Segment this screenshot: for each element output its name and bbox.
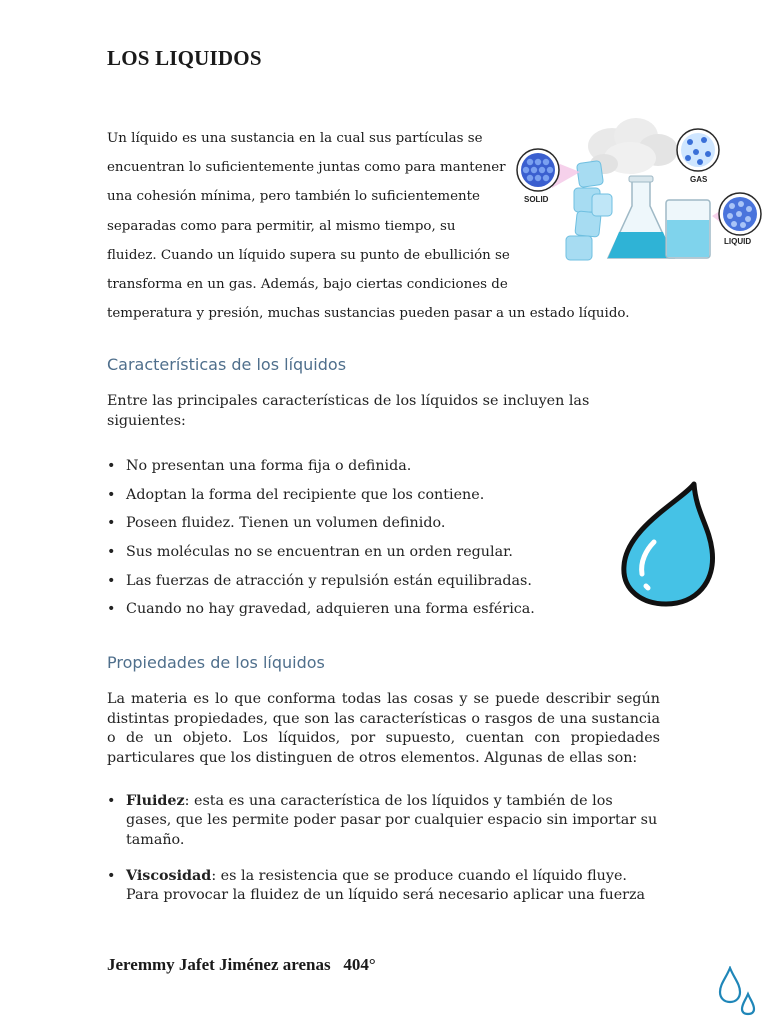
list-item bbox=[107, 792, 660, 850]
intro-line: encuentran lo suficientemente juntas como para mantener bbox=[107, 160, 506, 176]
states-of-matter-illustration bbox=[512, 108, 762, 268]
gas-molecule-icon bbox=[677, 129, 719, 171]
properties-paragraph: La materia es lo que conforma todas las cosas y se puede describir según distintas propiedades, que son las características o rasgos de una sustancia o de un objeto. Los líquidos, por supuesto, cuentan con propiedades particulares que los distinguen de otros elementos. Algunas de ellas son: bbox=[107, 691, 660, 766]
list-item: • Las fuerzas de atracción y repulsión están equilibradas. bbox=[107, 570, 535, 599]
solid-molecule-icon bbox=[517, 149, 580, 191]
liquid-molecule-icon bbox=[712, 193, 761, 235]
intro-line: Un líquido es una sustancia en la cual sus partículas se bbox=[107, 131, 483, 146]
solid-label: SOLID bbox=[524, 195, 549, 204]
list-item: • Poseen fluidez. Tienen un volumen definido. bbox=[107, 512, 535, 541]
water-drop-icon bbox=[612, 478, 724, 608]
page-title: LOS LIQUIDOS bbox=[107, 46, 262, 70]
property-text: : esta es una característica de los líquidos y también de los gases, que les permite poder pasar por cualquier espacio sin importar su tamaño. bbox=[126, 793, 658, 848]
intro-line: separadas como para permitir, al mismo tiempo, su bbox=[107, 218, 456, 234]
list-item: • Adoptan la forma del recipiente que los contiene. bbox=[107, 484, 535, 513]
list-item: • Sus moléculas no se encuentran en un orden regular. bbox=[107, 541, 535, 570]
intro-line: una cohesión mínima, pero también lo suficientemente bbox=[107, 189, 480, 205]
property-term: Fluidez bbox=[126, 793, 185, 809]
liquid-label: LIQUID bbox=[724, 237, 752, 246]
smoke-cloud bbox=[588, 118, 678, 174]
section-heading-properties: Propiedades de los líquidos bbox=[107, 653, 325, 672]
section-heading-characteristics: Características de los líquidos bbox=[107, 355, 347, 374]
intro-line: transforma en un gas. Además, bajo ciertas condiciones de bbox=[107, 277, 508, 293]
gas-label: GAS bbox=[690, 175, 708, 184]
list-item bbox=[107, 867, 660, 906]
footer-author-line bbox=[107, 955, 376, 975]
flask bbox=[608, 176, 674, 258]
intro-line: temperatura y presión, muchas sustancias pueden pasar a un estado líquido. bbox=[107, 306, 630, 322]
property-text: : es la resistencia que se produce cuando el líquido fluye. Para provocar la fluidez de un líquido será necesario aplicar una fuerza bbox=[126, 867, 646, 904]
characteristics-paragraph: Entre las principales características de los líquidos se incluyen las siguientes: bbox=[107, 393, 590, 429]
properties-list bbox=[107, 792, 660, 922]
grade-label: 404° bbox=[343, 955, 376, 974]
water-drops-icon bbox=[716, 966, 758, 1016]
author-name: Jeremmy Jafet Jiménez arenas bbox=[107, 955, 331, 974]
beaker bbox=[666, 200, 710, 258]
list-item: • Cuando no hay gravedad, adquieren una forma esférica. bbox=[107, 598, 535, 627]
list-item: • No presentan una forma fija o definida. bbox=[107, 455, 535, 484]
property-term: Viscosidad bbox=[126, 867, 212, 884]
characteristics-list bbox=[107, 455, 535, 627]
intro-line: fluidez. Cuando un líquido supera su punto de ebullición se bbox=[107, 247, 510, 263]
